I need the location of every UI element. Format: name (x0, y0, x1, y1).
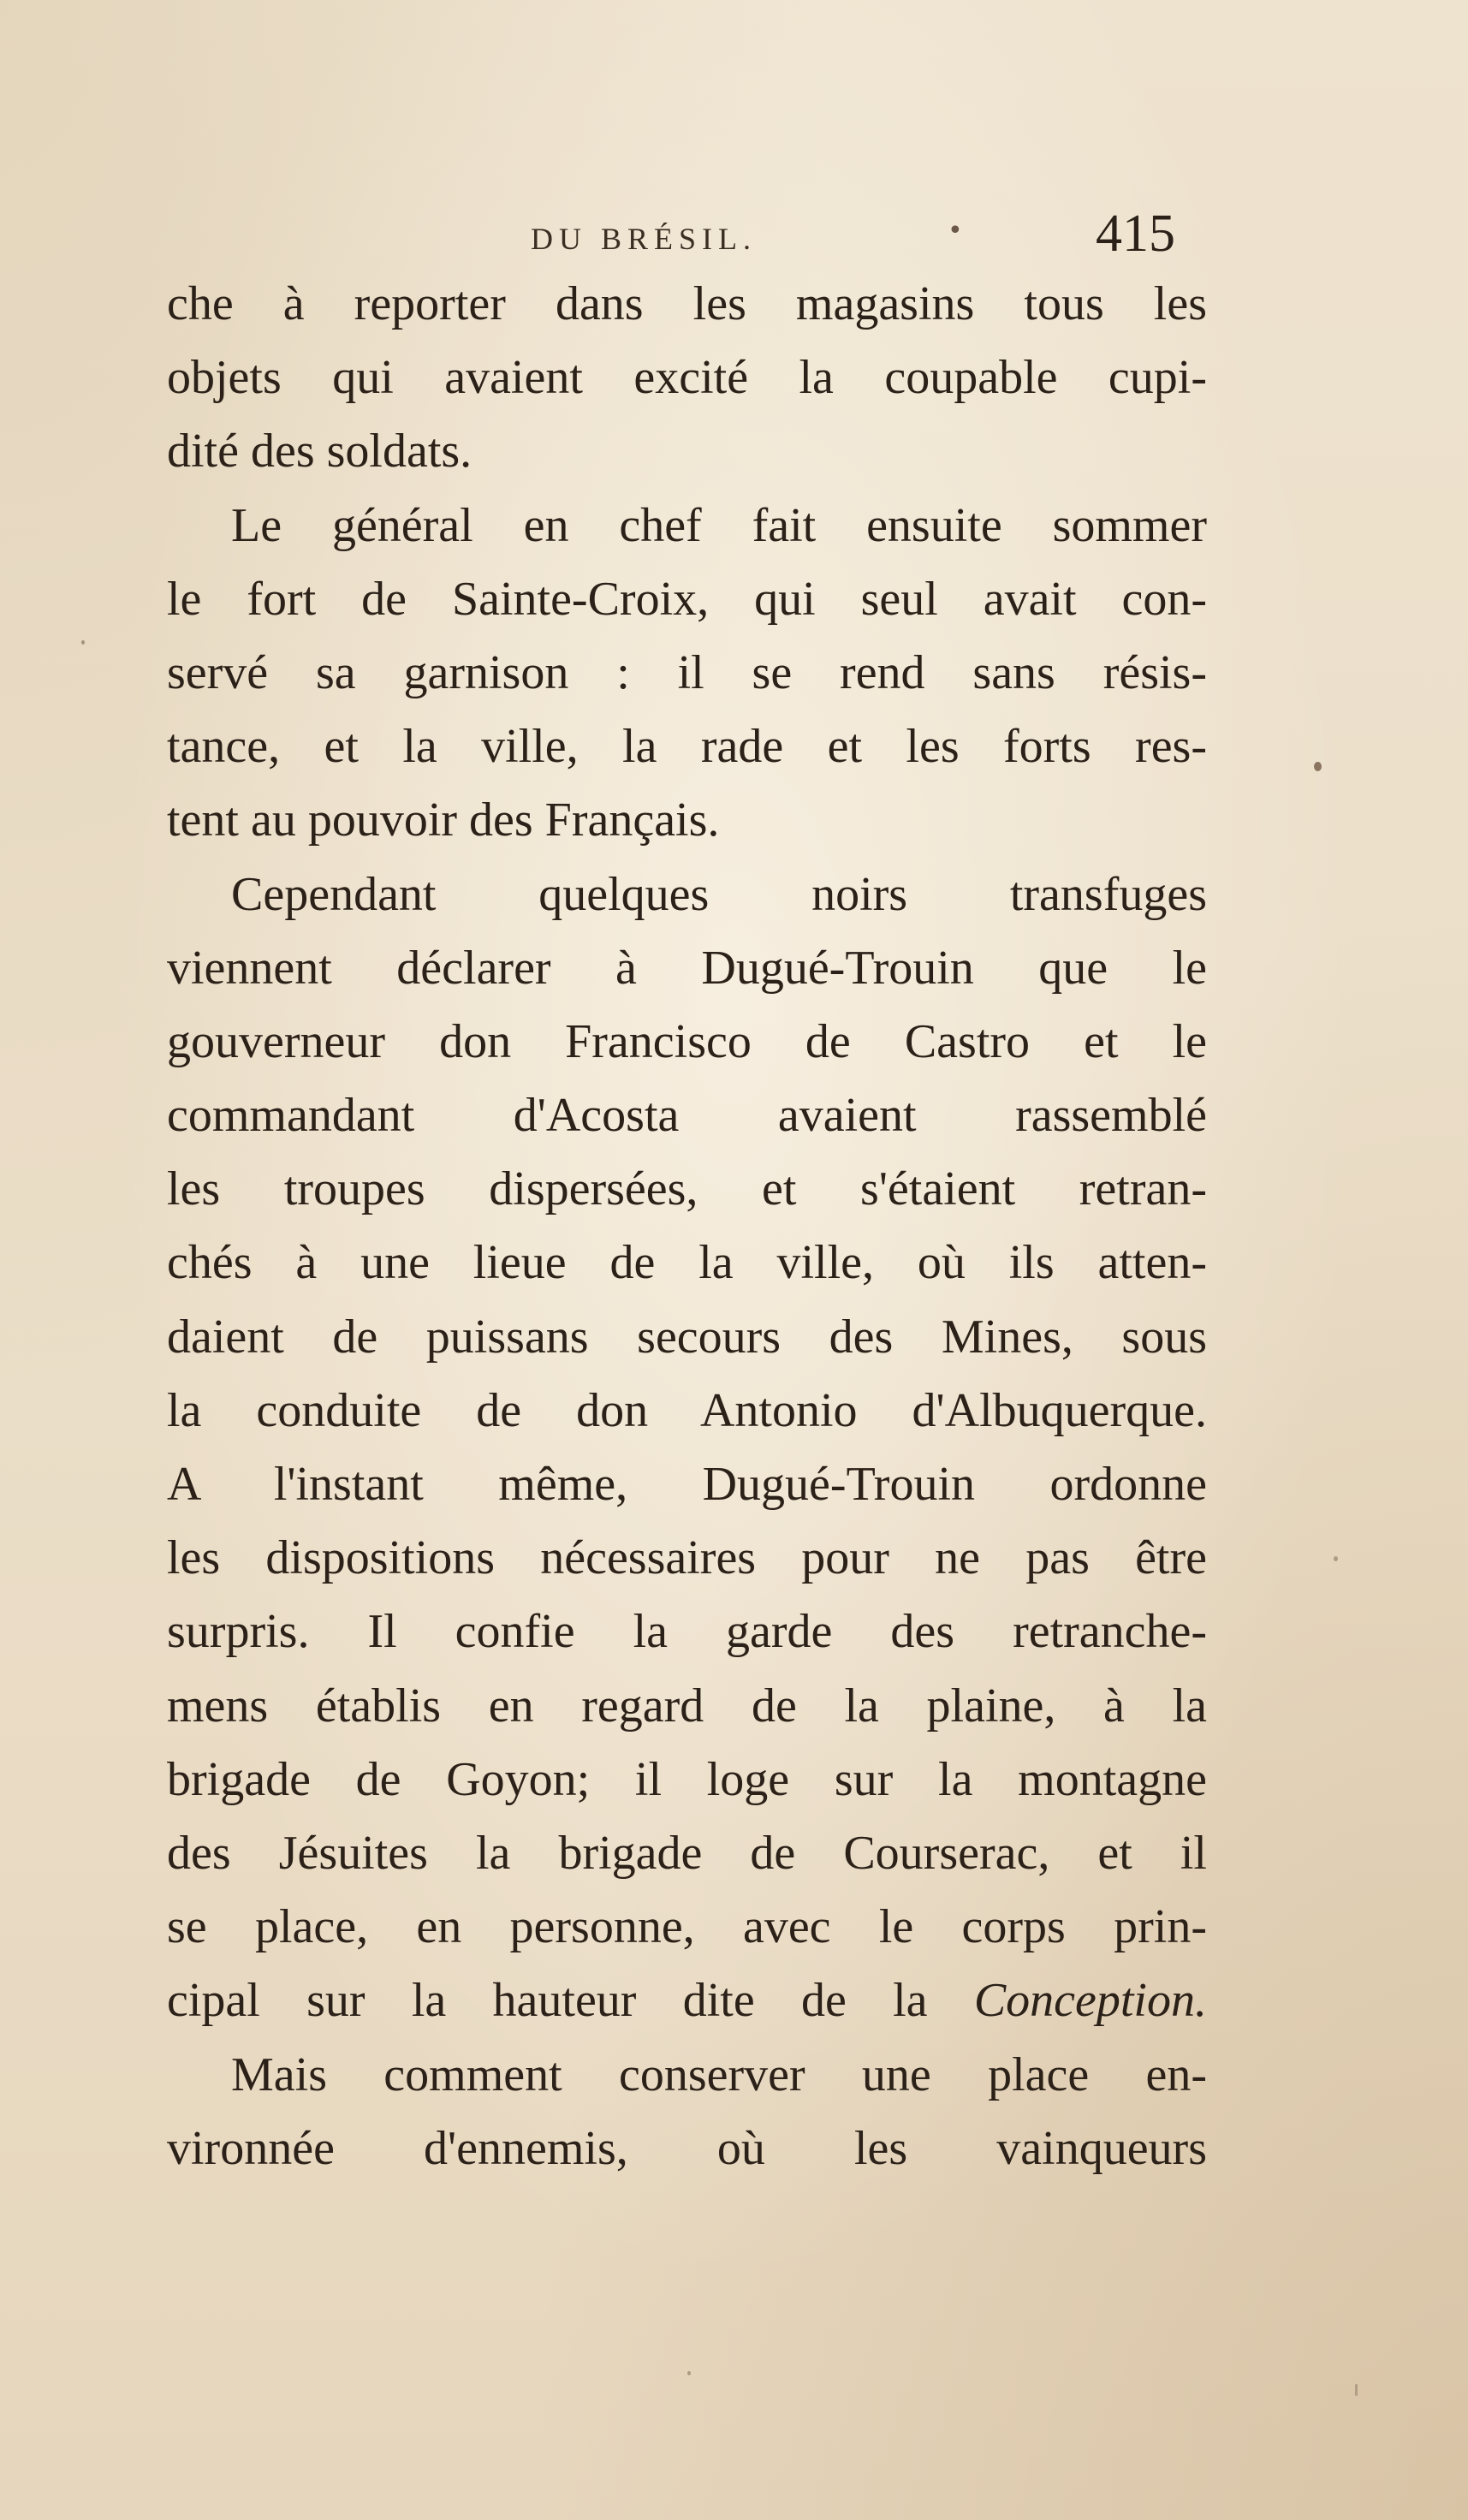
text-line: commandant d'Acosta avaient rassemblé (167, 1089, 1207, 1143)
text-line: dité des soldats. (167, 425, 472, 478)
text-line: tent au pouvoir des Français. (167, 793, 720, 847)
text-line-start: cipal sur la hauteur dite de la (167, 1974, 928, 2028)
page-number: 415 (1096, 205, 1175, 263)
text-line: des Jésuites la brigade de Courserac, et il (167, 1826, 1207, 1880)
italic-phrase: Conception. (973, 1974, 1207, 2028)
text-line: surpris. Il confie la garde des retranche- (167, 1605, 1207, 1659)
running-head (167, 204, 1194, 272)
running-title: DU BRÉSIL. (531, 222, 758, 256)
text-line: viennent déclarer à Dugué-Trouin que le (167, 941, 1207, 995)
paper-speck (81, 640, 85, 645)
paragraph-start-line: Cependant quelques noirs transfuges (231, 867, 1207, 921)
paper-speck (687, 2371, 691, 2375)
text-line: vironnée d'ennemis, où les vainqueurs (167, 2121, 1207, 2175)
text-line-with-italic (167, 1964, 1207, 2037)
text-line: le fort de Sainte-Croix, qui seul avait con- (167, 572, 1207, 626)
text-line: chés à une lieue de la ville, où ils atten- (167, 1236, 1207, 1290)
text-line: daient de puissans secours des Mines, sous (167, 1310, 1207, 1364)
body-text (167, 267, 1207, 2185)
ornament-dot: • (948, 216, 963, 246)
paper-speck (1355, 2384, 1358, 2396)
paper-speck (1334, 1556, 1338, 1561)
text-line: objets qui avaient excité la coupable cupi- (167, 351, 1207, 405)
text-line: tance, et la ville, la rade et les forts res- (167, 720, 1207, 774)
text-line: les dispositions nécessaires pour ne pas être (167, 1531, 1207, 1585)
text-line: A l'instant même, Dugué-Trouin ordonne (167, 1458, 1207, 1511)
text-line: che à reporter dans les magasins tous les (167, 277, 1207, 330)
text-line: mens établis en regard de la plaine, à la (167, 1679, 1207, 1732)
text-line: la conduite de don Antonio d'Albuquerque. (167, 1383, 1207, 1437)
paper-speck (1314, 762, 1322, 771)
text-line: gouverneur don Francisco de Castro et le (167, 1014, 1207, 1068)
text-line: les troupes dispersées, et s'étaient retran- (167, 1162, 1207, 1216)
paragraph-start-line: Mais comment conserver une place en- (231, 2048, 1207, 2101)
paragraph-start-line: Le général en chef fait ensuite sommer (231, 498, 1207, 552)
text-line: brigade de Goyon; il loge sur la montagne (167, 1752, 1207, 1806)
text-line: servé sa garnison : il se rend sans résis- (167, 645, 1207, 699)
text-line: se place, en personne, avec le corps prin- (167, 1900, 1207, 1954)
